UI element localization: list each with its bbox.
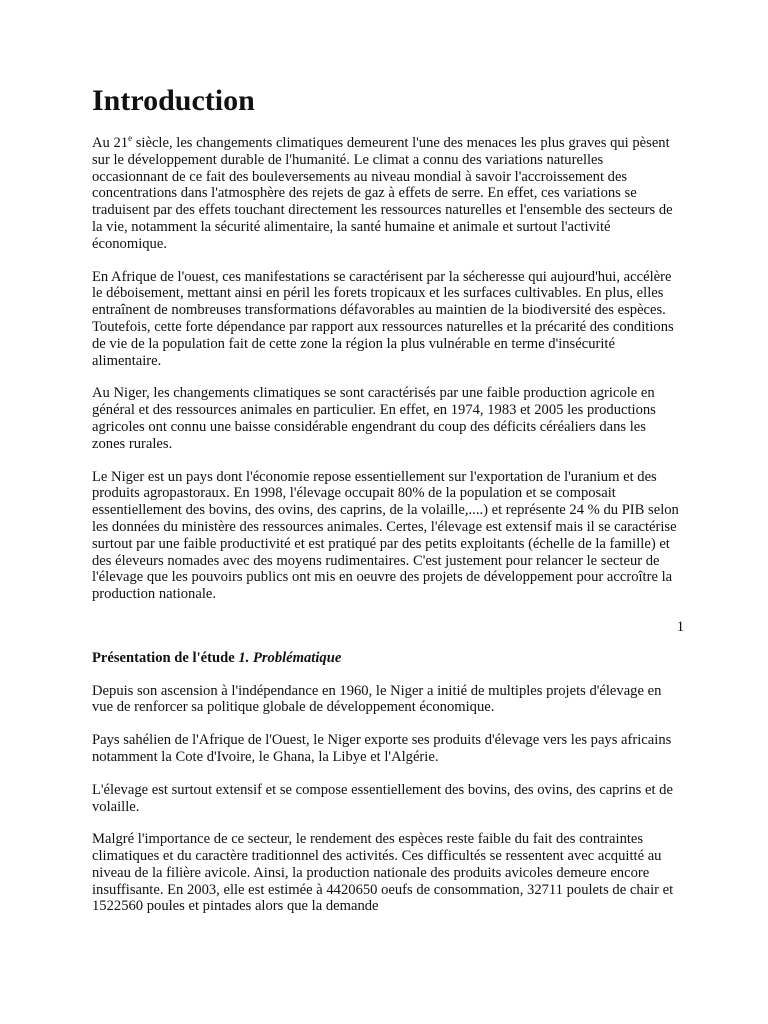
section-paragraph-1: Depuis son ascension à l'indépendance en 1960, le Niger a initié de multiples projets d'élevage en vue de renforcer sa politique globale de développement économique. (92, 682, 662, 716)
section-heading (92, 650, 682, 667)
intro-paragraph-1-rest: siècle, les changements climatiques demeurent l'une des menaces les plus graves qui pèsent sur le développement durable de l'humanité. Le climat a connu des variations naturelles occasionnant de ce fait des bouleversements au niveau mondial à savoir l'accroissement des concentrations dans l'atmosphère des rejets de gaz à effets de serre. En effet, ces variations se traduisent par des effets touchant directement les ressources naturelles et l'ensemble des secteurs de la vie, notamment la sécurité alimentaire, la santé humaine et animale et surtout l'activité économique. (92, 135, 673, 252)
section-subtitle: 1. Problématique (238, 649, 342, 666)
century-superscript: e (128, 133, 133, 143)
document-title: Introduction (92, 84, 255, 117)
intro-paragraph-1 (92, 135, 682, 253)
section-paragraph-3: L'élevage est surtout extensif et se compose essentiellement des bovins, des ovins, des caprins et de volaille. (92, 781, 673, 815)
document-page (92, 84, 682, 931)
intro-paragraph-2: En Afrique de l'ouest, ces manifestations se caractérisent par la sécheresse qui aujourd'hui, accélère le déboisement, mettant ainsi en péril les forets tropicaux et les surfaces cultivables. En plus, elles entraînent de nombreuses transformations défavorables au maintien de la biodiversité des espèces. Toutefois, cette forte dépendance par rapport aux ressources naturelles et la précarité des conditions de vie de la population fait de cette zone la région la plus vulnérable en terme d'insécurité alimentaire. (92, 268, 674, 369)
section-paragraph-4: Malgré l'importance de ce secteur, le rendement des espèces reste faible du fait des contraintes climatiques et du caractère traditionnel des activités. Ces difficultés se ressentent avec acquitté au niveau de la filière avicole. Ainsi, la production nationale des produits avicoles demeure encore insuffisante. En 2003, elle est estimée à 4420650 oeufs de consommation, 32711 poulets de chair et 1522560 poules et pintades alors que la demande (92, 831, 674, 915)
intro-paragraph-1-start: Au 21 (92, 135, 129, 151)
intro-paragraph-4: Le Niger est un pays dont l'économie repose essentiellement sur l'exportation de l'uranium et des produits agropastoraux. En 1998, l'élevage occupait 80% de la population et se composait essentiellement des bovins, des ovins, des caprins, de la volaille,....) et représente 24 % du PIB selon les données du ministère des ressources animales. Certes, l'élevage est extensif mais il se caractérise surtout par une faible productivité et est pratiqué par des petits exploitants (échelle de la famille) et des éleveurs nomades avec des moyens rudimentaires. C'est justement pour relancer le secteur de l'élevage que les pouvoirs publics ont mis en oeuvre des projets de développement pour accroître la production nationale. (92, 468, 679, 603)
page-number: 1 (676, 618, 684, 635)
section-title: Présentation de l'étude (92, 649, 235, 666)
section-paragraph-2: Pays sahélien de l'Afrique de l'Ouest, le Niger exporte ses produits d'élevage vers les pays africains notamment la Cote d'Ivoire, le Ghana, la Libye et l'Algérie. (92, 732, 672, 765)
intro-paragraph-3: Au Niger, les changements climatiques se sont caractérisés par une faible production agricole en général et des ressources animales en particulier. En effet, en 1974, 1983 et 2005 les productions agricoles ont connu une baisse considérable engendrant du coup des déficits céréaliers dans les zones rurales. (92, 385, 656, 452)
